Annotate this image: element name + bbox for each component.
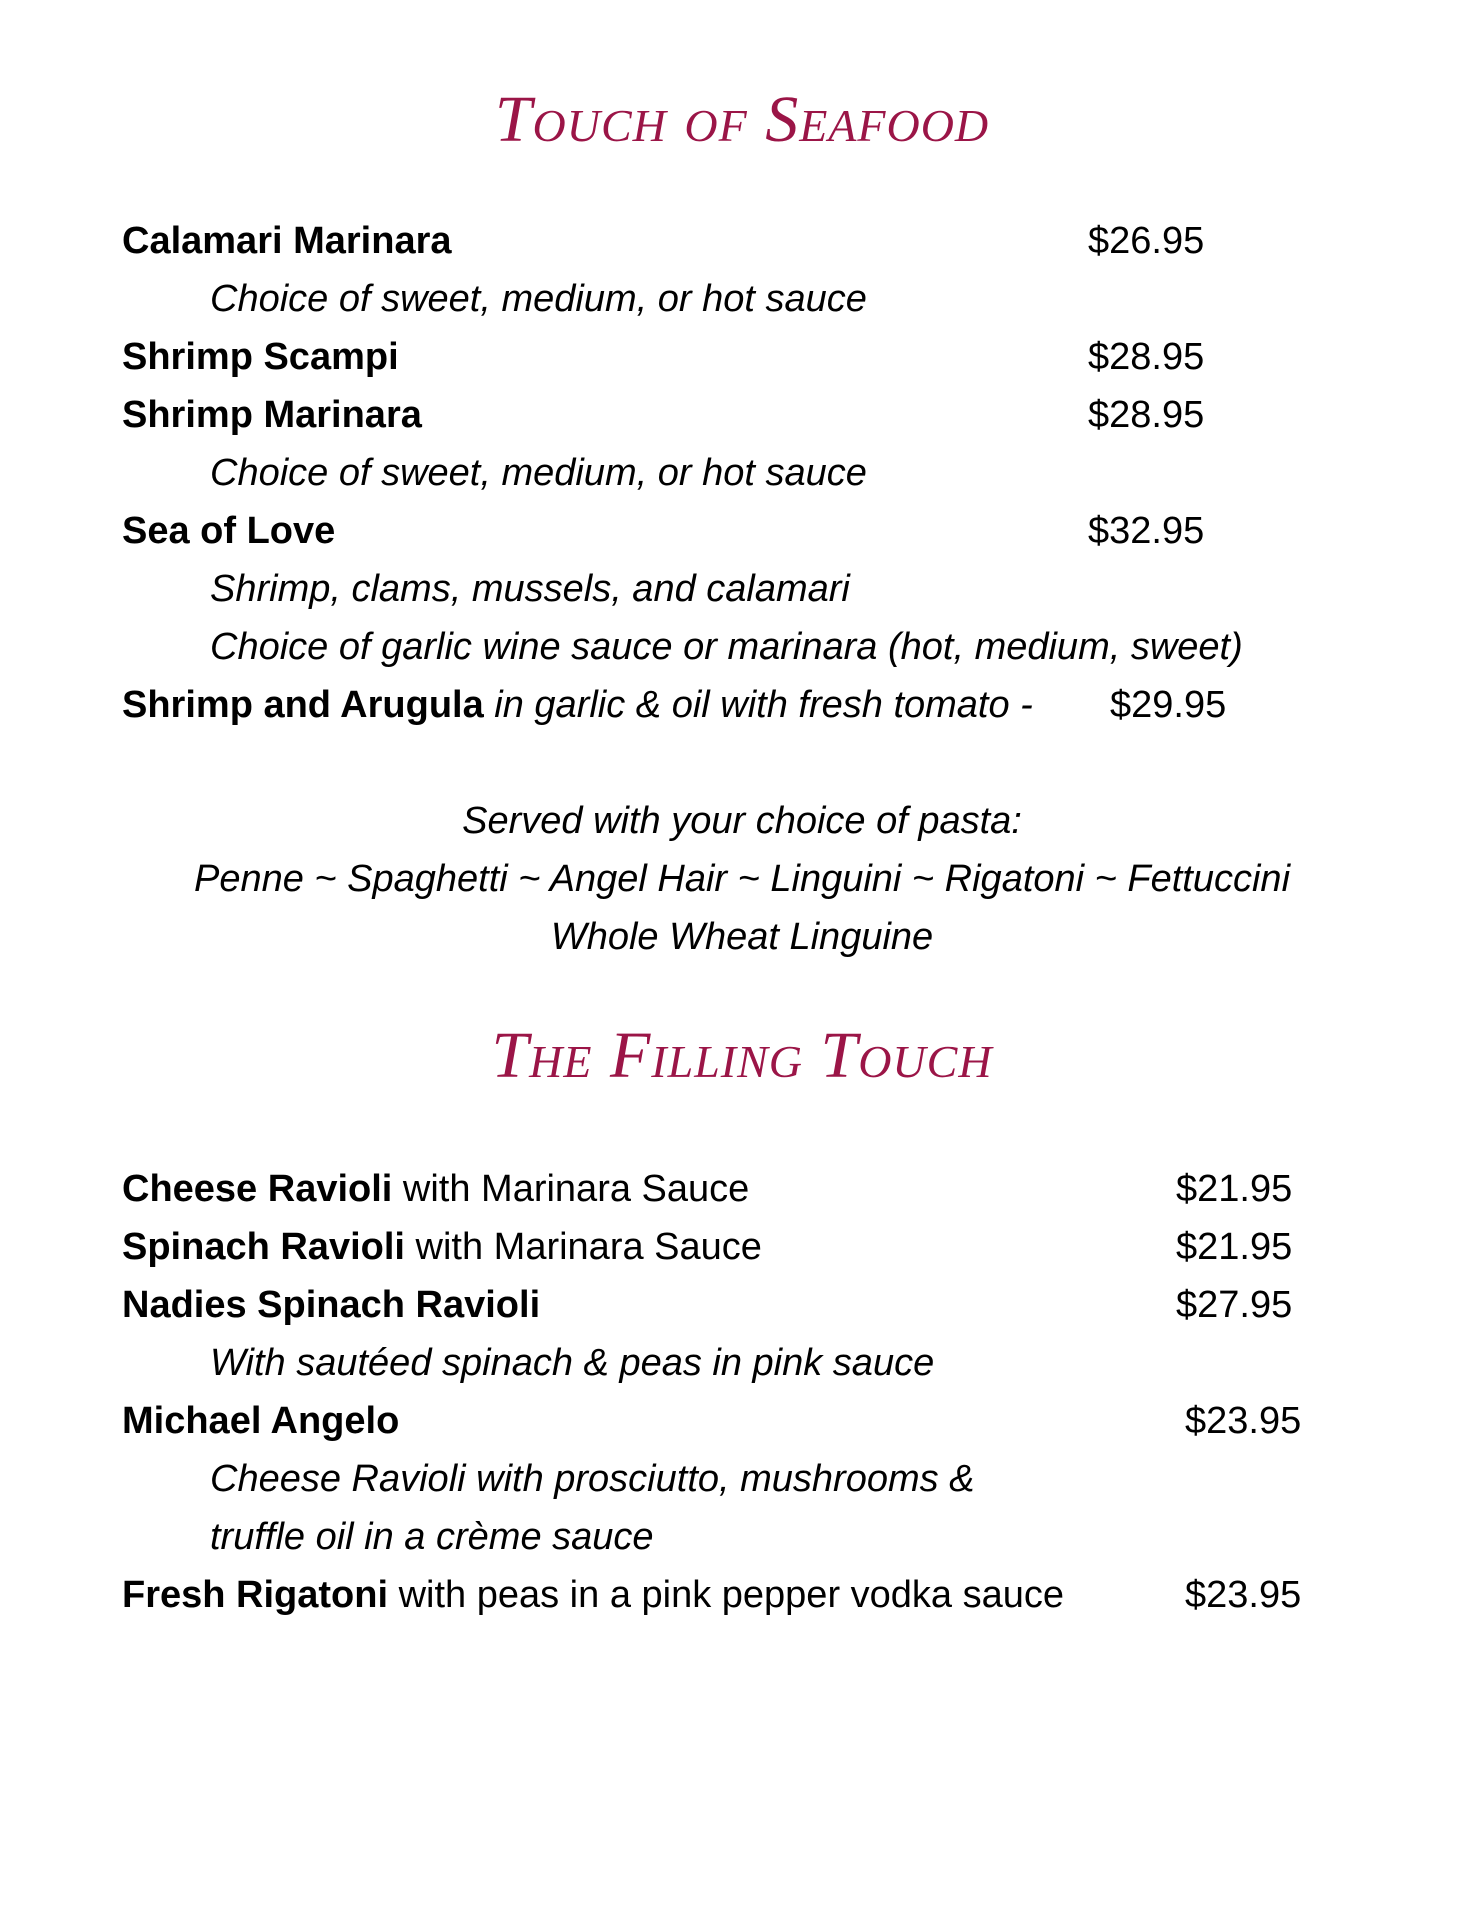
menu-page: Touch of Seafood Calamari Marinara $26.95 Choice of sweet, medium, or hot sauce Shrimp Scampi $28.95 Shrimp Marinara $28.95 Choice of sweet, medium, or hot sauce Sea of Love $32.95 Shrimp, clams, mussels, and calamari Choice of garlic wine sauce or marinara (hot, medium, sweet) Shrimp and Arugula in garlic & oil with fresh tomato - $29.95 Served with your choice of pasta: Penne ~ Spaghetti ~ Angel Hair ~ Linguini ~ Rigatoni ~ Fettuccini Whole Wheat Linguine The Filling Touch Cheese Ravioli with Marinara Sauce $21.95 Spinach Ravioli with Marinara Sauce $21.95 Nadies Spinach Ravioli $27.95 With sautéed spinach & peas in pink sauce Michael Angelo $23.95 Cheese Ravioli with prosciutto, mushrooms & truffle oil in a crème sauce Fresh Rigatoni with peas in a pink pepper vodka sauce $23.95 [0,0,1484,1920]
item-name [122,676,1033,734]
pasta-note-line1: Served with your choice of pasta: [462,800,1022,842]
item-name-text: Fresh Rigatoni [122,1574,389,1616]
section-heading-filling-touch: The Filling Touch [491,1019,993,1092]
item-name-text: Shrimp and Arugula [122,684,484,726]
item-name-text: Spinach Ravioli [122,1226,405,1268]
item-inline-description: with Marinara Sauce [392,1168,750,1210]
item-name: Calamari Marinara [122,220,452,262]
item-price: $28.95 [1088,336,1205,378]
item-name: Nadies Spinach Ravioli [122,1284,541,1326]
item-name: Sea of Love [122,510,336,552]
item-price: $32.95 [1088,510,1205,552]
item-price: $28.95 [1088,394,1205,436]
section-heading-seafood: Touch of Seafood [494,83,990,156]
item-name-text: Cheese Ravioli [122,1168,393,1210]
item-price: $29.95 [1110,684,1227,726]
item-name [122,1218,762,1276]
item-price: $23.95 [1185,1574,1302,1616]
pasta-note-line2: Penne ~ Spaghetti ~ Angel Hair ~ Linguini ~ Rigatoni ~ Fettuccini [193,858,1291,900]
item-name: Shrimp Scampi [122,336,399,378]
item-price: $23.95 [1185,1400,1302,1442]
item-inline-description: with Marinara Sauce [404,1226,762,1268]
item-name: Michael Angelo [122,1400,400,1442]
item-name [122,1160,749,1218]
item-name [122,1566,1064,1624]
item-price: $21.95 [1176,1168,1293,1210]
item-price: $21.95 [1176,1226,1293,1268]
pasta-note-line3: Whole Wheat Linguine [550,916,934,958]
item-name: Shrimp Marinara [122,394,422,436]
item-inline-description: in garlic & oil with fresh tomato - [483,684,1033,726]
item-price: $27.95 [1176,1284,1293,1326]
item-price: $26.95 [1088,220,1205,262]
item-inline-description: with peas in a pink pepper vodka sauce [388,1574,1065,1616]
